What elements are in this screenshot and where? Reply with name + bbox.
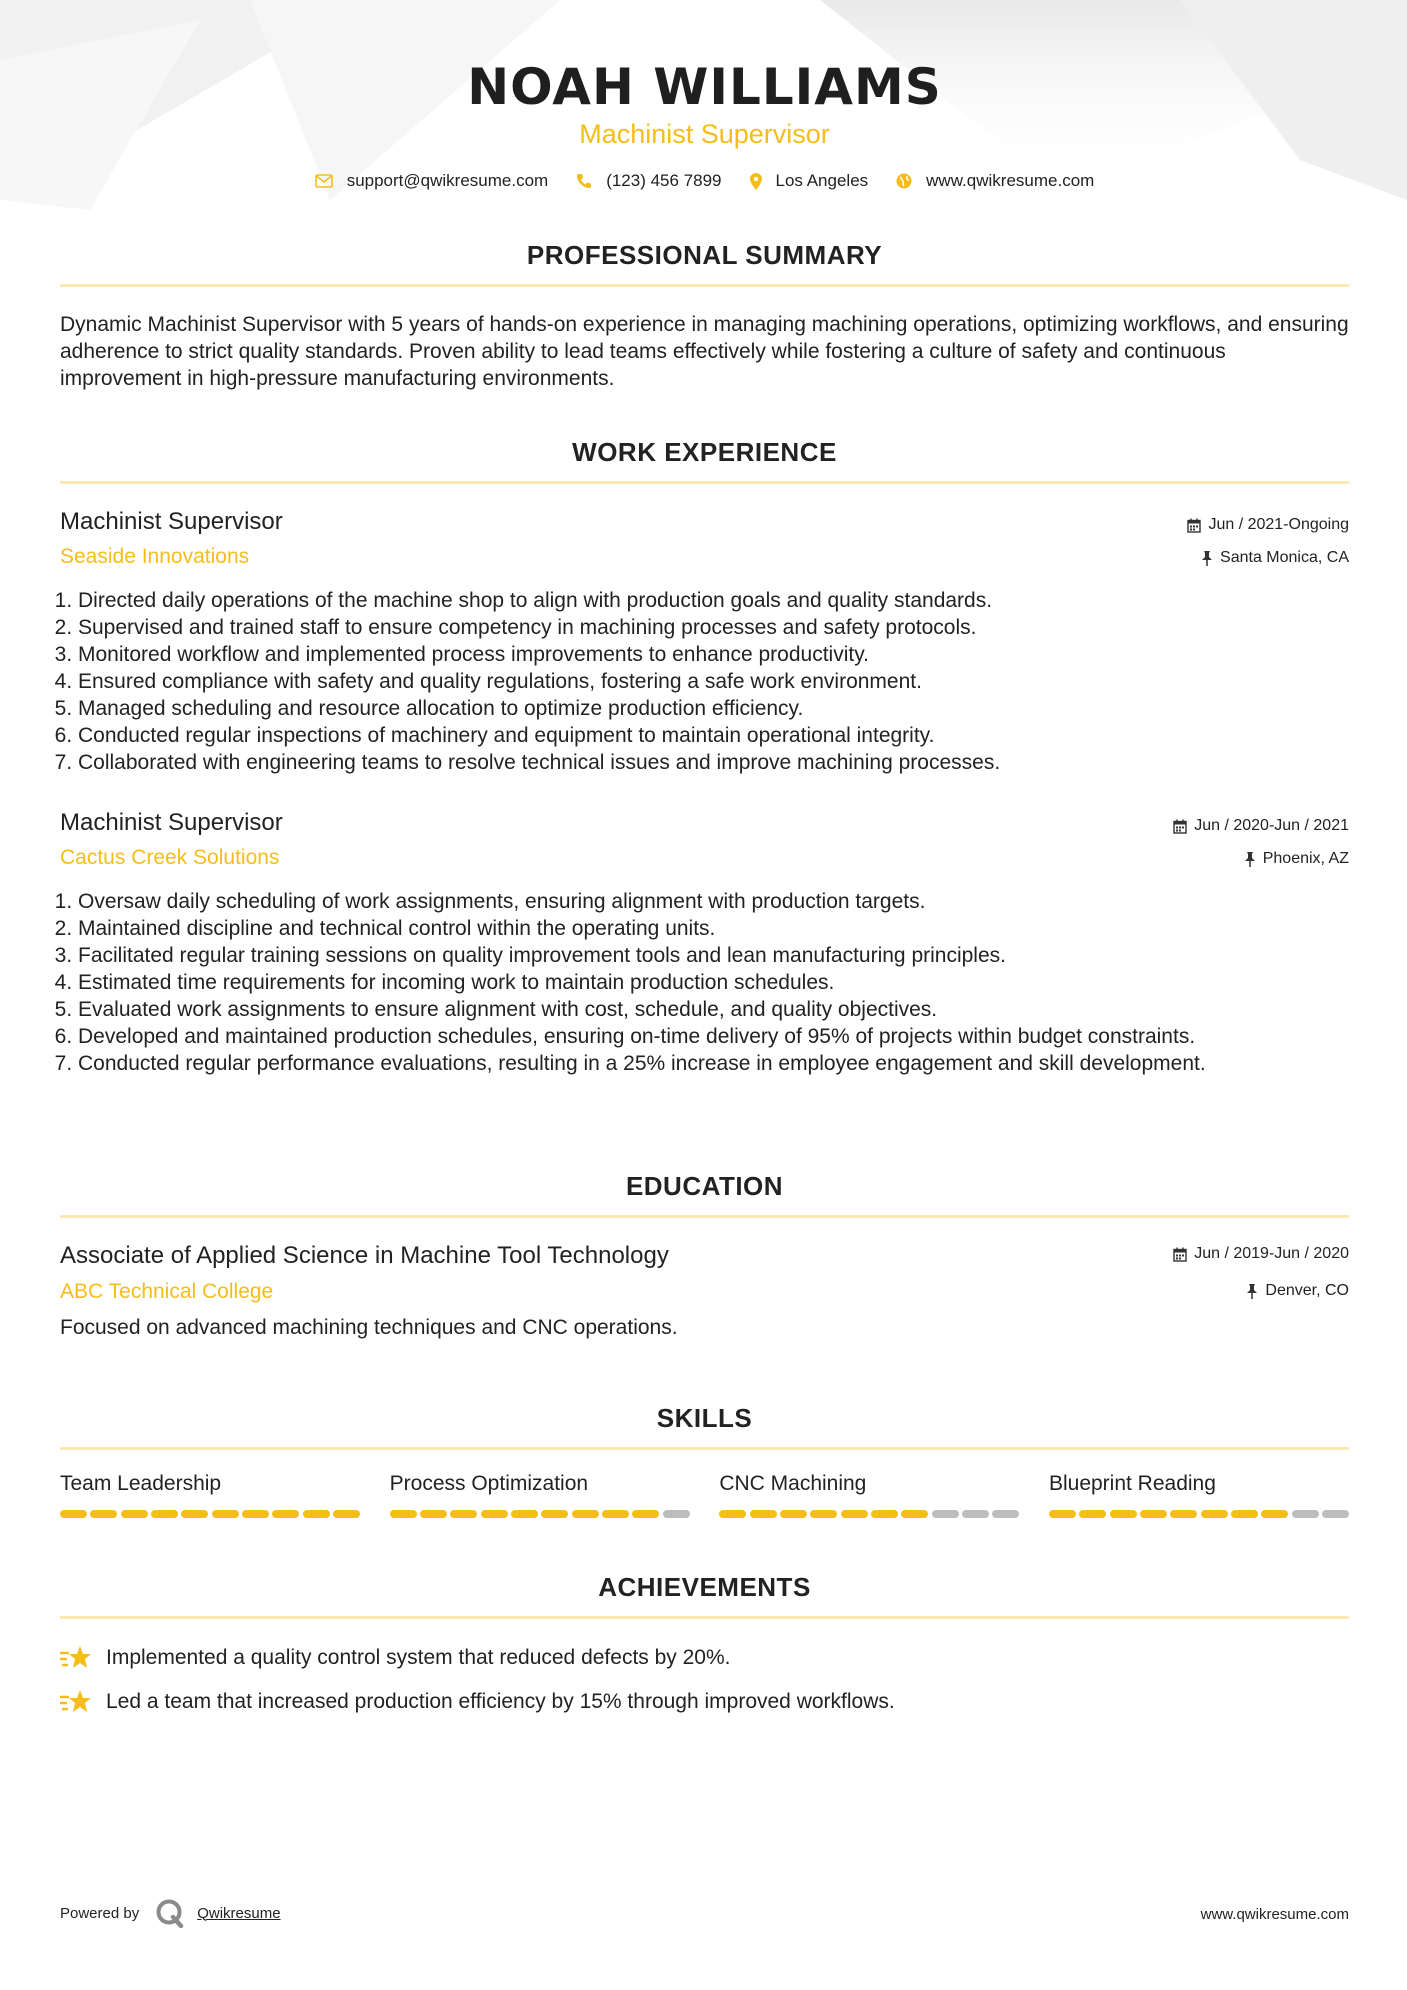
skill-dot-filled [1261,1510,1288,1518]
skill-rating [60,1510,360,1518]
skill-name: Team Leadership [60,1472,222,1495]
contact-location [750,171,869,191]
skill-dot-filled [242,1510,269,1518]
job-location [1244,850,1349,868]
achievement-text: Led a team that increased production efficiency by 15% through improved workflows. [106,1690,895,1713]
skill-dot-filled [481,1510,508,1518]
job-dates-text: Jun / 2020-Jun / 2021 [1194,817,1349,834]
skill-dot-filled [1170,1510,1197,1518]
skill-name: Process Optimization [389,1472,589,1495]
job-bullet: 6. Developed and maintained production schedules, ensuring on-time delivery of 95% of projects within budget constraints. [78,1023,1367,1050]
skill-dot-filled [390,1510,417,1518]
skill-dot-filled [420,1510,447,1518]
job-dates [1173,817,1349,835]
qwikresume-link[interactable]: Qwikresume [197,1904,281,1922]
star-icon [60,1689,92,1715]
job-dates-text: Jun / 2021-Ongoing [1208,516,1349,533]
job-bullet: 6. Conducted regular inspections of machinery and equipment to maintain operational integrity. [78,722,1367,749]
skill-dot-filled [602,1510,629,1518]
pushpin-icon [1201,551,1213,566]
contact-phone[interactable] [576,171,721,191]
achievement-item [60,1645,731,1671]
skill-dot-filled [333,1510,360,1518]
job-bullet: 7. Collaborated with engineering teams to resolve technical issues and improve machining processes. [78,749,1367,776]
job-bullet: 3. Monitored workflow and implemented process improvements to enhance productivity. [78,641,1367,668]
globe-icon [896,173,912,189]
skill-dot-filled [272,1510,299,1518]
education-dates [1173,1245,1349,1263]
envelope-icon [315,174,333,188]
job-bullet: 5. Managed scheduling and resource allocation to optimize production efficiency. [78,695,1367,722]
education-location-text: Denver, CO [1265,1282,1349,1299]
skill-dot-filled [450,1510,477,1518]
education-description: Focused on advanced machining techniques and CNC operations. [60,1316,678,1339]
job-bullet: 4. Estimated time requirements for incoming work to maintain production schedules. [78,969,1367,996]
skill-dot-filled [901,1510,928,1518]
skill-dot-filled [1049,1510,1076,1518]
skill-item [60,1472,360,1518]
candidate-name: NOAH WILLIAMS [467,58,942,116]
calendar-icon [1187,518,1201,533]
job-location-text: Phoenix, AZ [1262,850,1349,867]
skill-dot-filled [1201,1510,1228,1518]
summary-divider [60,284,1349,287]
degree-title: Associate of Applied Science in Machine Tool Technology [60,1242,669,1269]
skill-dot-filled [121,1510,148,1518]
job-bullet: 2. Maintained discipline and technical control within the operating units. [78,915,1367,942]
achievement-text: Implemented a quality control system that reduced defects by 20%. [106,1646,731,1669]
map-pin-icon [750,173,762,190]
contact-bar [60,171,1349,191]
school-name: ABC Technical College [60,1280,274,1303]
contact-email[interactable] [315,171,549,191]
skill-dot-filled [541,1510,568,1518]
job-location [1201,549,1349,567]
skill-dot-filled [303,1510,330,1518]
skill-dot-filled [151,1510,178,1518]
pushpin-icon [1244,852,1256,867]
skill-dot-empty [663,1510,690,1518]
candidate-title: Machinist Supervisor [579,119,830,149]
job-bullet: 4. Ensured compliance with safety and quality regulations, fostering a safe work environment. [78,668,1367,695]
contact-email-text: support@qwikresume.com [346,171,549,190]
job-location-text: Santa Monica, CA [1220,549,1349,566]
job-bullet: 7. Conducted regular performance evaluations, resulting in a 25% increase in employee engagement and skill development. [78,1050,1367,1077]
job-bullets [60,888,1367,1077]
job-title: Machinist Supervisor [60,508,283,535]
skill-dot-filled [719,1510,746,1518]
skill-name: CNC Machining [719,1472,867,1495]
achievements-divider [60,1616,1349,1619]
education-divider [60,1215,1349,1218]
skill-rating [1049,1510,1349,1518]
skills-heading: SKILLS [656,1403,753,1433]
summary-heading: PROFESSIONAL SUMMARY [526,240,883,270]
achievement-item [60,1689,895,1715]
skill-dot-empty [1322,1510,1349,1518]
achievements-heading: ACHIEVEMENTS [598,1572,811,1602]
skill-name: Blueprint Reading [1048,1472,1216,1495]
skill-dot-filled [60,1510,87,1518]
skill-dot-filled [212,1510,239,1518]
contact-location-text: Los Angeles [775,171,869,190]
skill-dot-filled [90,1510,117,1518]
job-bullets [60,587,1367,776]
skill-item [390,1472,690,1518]
experience-divider [60,481,1349,484]
pushpin-icon [1246,1284,1258,1299]
skill-dot-filled [810,1510,837,1518]
skill-dot-empty [1292,1510,1319,1518]
skill-dot-filled [572,1510,599,1518]
job-bullet: 5. Evaluated work assignments to ensure alignment with cost, schedule, and quality objectives. [78,996,1367,1023]
job-title: Machinist Supervisor [60,809,283,836]
skill-dot-filled [871,1510,898,1518]
job-company: Seaside Innovations [60,545,250,568]
skill-dot-empty [962,1510,989,1518]
experience-heading: WORK EXPERIENCE [572,437,837,467]
skill-dot-filled [632,1510,659,1518]
skill-dot-filled [511,1510,538,1518]
skill-dot-filled [181,1510,208,1518]
skill-item [719,1472,1019,1518]
education-dates-text: Jun / 2019-Jun / 2020 [1194,1245,1349,1262]
footer-powered-by [60,1898,281,1928]
qwikresume-logo-icon [155,1898,185,1928]
job-bullet: 2. Supervised and trained staff to ensure competency in machining processes and safety protocols. [78,614,1367,641]
contact-website[interactable] [896,171,1094,191]
calendar-icon [1173,1247,1187,1262]
skill-dot-filled [1231,1510,1258,1518]
job-company: Cactus Creek Solutions [60,846,280,869]
education-location [1246,1282,1349,1300]
skill-dot-empty [932,1510,959,1518]
skill-dot-filled [841,1510,868,1518]
skills-divider [60,1447,1349,1450]
contact-phone-text: (123) 456 7899 [606,171,722,190]
skill-dot-filled [750,1510,777,1518]
skill-dot-filled [1110,1510,1137,1518]
phone-icon [576,173,592,189]
skill-dot-empty [992,1510,1019,1518]
job-bullet: 3. Facilitated regular training sessions on quality improvement tools and lean manufacturing principles. [78,942,1367,969]
skill-item [1049,1472,1349,1518]
summary-text: Dynamic Machinist Supervisor with 5 years of hands-on experience in managing machining operations, optimizing workflows, and ensuring adherence to strict quality standards. Proven ability to lead teams effectively while fostering a culture of safety and continuous improvement in high-pressure manufacturing environments. [60,313,1349,390]
skill-dot-filled [1079,1510,1106,1518]
skills-list [60,1472,1349,1518]
skill-dot-filled [780,1510,807,1518]
skill-rating [719,1510,1019,1518]
star-icon [60,1645,92,1671]
calendar-icon [1173,819,1187,834]
footer-website[interactable]: www.qwikresume.com [1200,1906,1349,1923]
job-bullet: 1. Directed daily operations of the machine shop to align with production goals and quality standards. [78,587,1367,614]
job-bullet: 1. Oversaw daily scheduling of work assignments, ensuring alignment with production targets. [78,888,1367,915]
skill-dot-filled [1140,1510,1167,1518]
education-heading: EDUCATION [625,1171,784,1201]
skill-rating [390,1510,690,1518]
job-dates [1187,516,1349,534]
powered-by-label: Powered by [60,1904,140,1922]
contact-website-text: www.qwikresume.com [926,171,1095,190]
